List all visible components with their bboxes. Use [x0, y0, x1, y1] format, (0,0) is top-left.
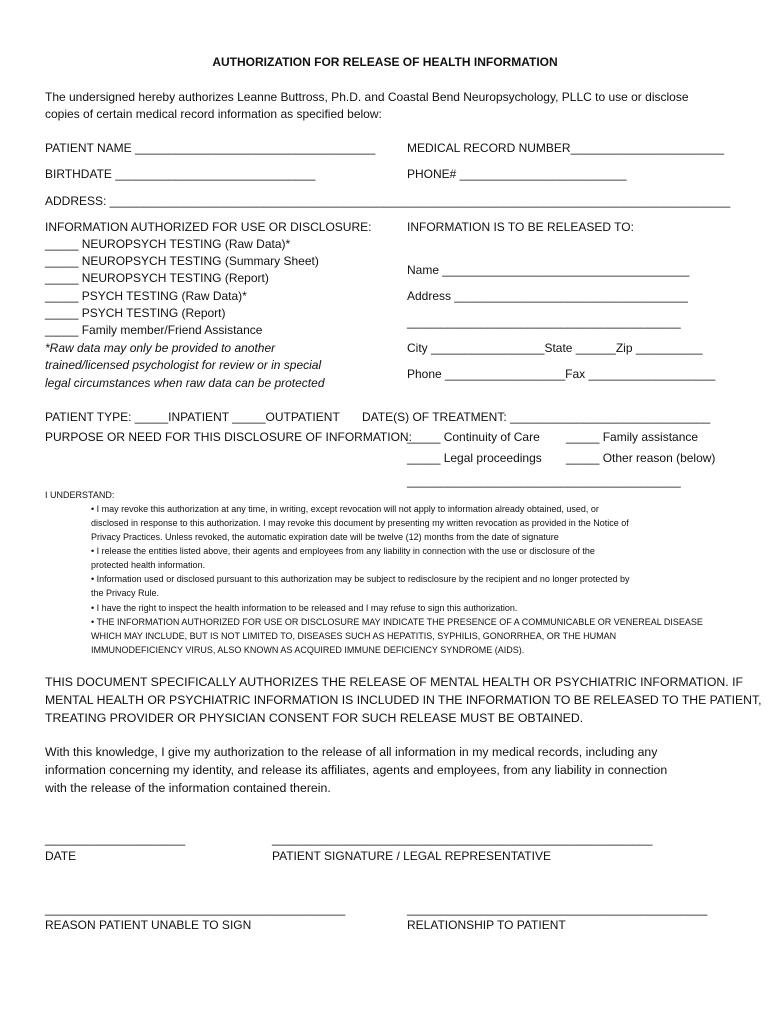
date-signature-line[interactable]: _____________________ [45, 832, 186, 846]
patient-signature-label: PATIENT SIGNATURE / LEGAL REPRESENTATIVE [272, 849, 551, 863]
knowledge-line: With this knowledge, I give my authorization to the release of all information in my medical records, including any [45, 745, 658, 759]
purpose-other-reason[interactable]: _____ Other reason (below) [566, 451, 716, 465]
birthdate-field[interactable]: BIRTHDATE ______________________________ [45, 167, 316, 181]
recipient-city-state-zip[interactable]: City _________________State ______Zip __________ [407, 341, 703, 355]
understand-line: the Privacy Rule. [91, 588, 160, 598]
intro-line-1: The undersigned hereby authorizes Leanne Buttross, Ph.D. and Coastal Bend Neuropsychology, PLLC to use or disclose [45, 90, 689, 104]
recipient-address-field[interactable]: Address ___________________________________ [407, 289, 688, 303]
patient-name-field[interactable]: PATIENT NAME ____________________________________ [45, 141, 376, 155]
recipient-phone-fax[interactable]: Phone __________________Fax ___________________ [407, 367, 716, 381]
relationship-line[interactable]: _____________________________________________ [407, 902, 708, 916]
raw-data-note-2: trained/licensed psychologist for review or in special [45, 358, 322, 372]
raw-data-note-3: legal circumstances when raw data can be protected [45, 376, 325, 390]
knowledge-line: with the release of the information contained therein. [45, 781, 331, 795]
reason-unable-line[interactable]: _____________________________________________ [45, 902, 346, 916]
understand-line: Privacy Practices. Unless revoked, the automatic expiration date will be twelve (12) months from the date of signature [91, 532, 559, 542]
info-item-psych-raw[interactable]: _____ PSYCH TESTING (Raw Data)* [45, 289, 247, 303]
patient-type-field[interactable]: PATIENT TYPE: _____INPATIENT _____OUTPATIENT [45, 410, 340, 424]
info-item-neuro-raw[interactable]: _____ NEUROPSYCH TESTING (Raw Data)* [45, 237, 291, 251]
purpose-heading: PURPOSE OR NEED FOR THIS DISCLOSURE OF INFORMATION: [45, 430, 412, 444]
purpose-other-line[interactable]: _________________________________________ [407, 474, 681, 488]
understand-heading: I UNDERSTAND: [45, 490, 115, 500]
understand-line: • I release the entities listed above, their agents and employees from any liability in connection with the use or disclosure of the [91, 546, 595, 556]
raw-data-note-1: *Raw data may only be provided to another [45, 341, 276, 355]
phone-field[interactable]: PHONE# _________________________ [407, 167, 627, 181]
page-title: AUTHORIZATION FOR RELEASE OF HEALTH INFORMATION [212, 55, 558, 69]
dates-of-treatment-field[interactable]: DATE(S) OF TREATMENT: ______________________________ [362, 410, 711, 424]
understand-line: • Information used or disclosed pursuant to this authorization may be subject to redisclosure by the recipient and no longer protected by [91, 574, 630, 584]
understand-line: IMMUNODEFICIENCY VIRUS, ALSO KNOWN AS ACQUIRED IMMUNE DEFICIENCY SYNDROME (AIDS). [91, 645, 525, 655]
address-field[interactable]: ADDRESS: _____________________________________________________________________________________________ [45, 194, 731, 208]
intro-line-2: copies of certain medical record information as specified below: [45, 107, 382, 121]
info-item-neuro-report[interactable]: _____ NEUROPSYCH TESTING (Report) [45, 271, 269, 285]
mental-health-line: THIS DOCUMENT SPECIFICALLY AUTHORIZES THE RELEASE OF MENTAL HEALTH OR PSYCHIATRIC INFORMATION. IF [45, 675, 744, 689]
understand-line: • THE INFORMATION AUTHORIZED FOR USE OR DISCLOSURE MAY INDICATE THE PRESENCE OF A COMMUNICABLE OR VENEREAL DISEASE [91, 617, 703, 627]
info-item-family-assistance[interactable]: _____ Family member/Friend Assistance [45, 323, 263, 337]
info-item-psych-report[interactable]: _____ PSYCH TESTING (Report) [45, 306, 226, 320]
purpose-legal-proceedings[interactable]: _____ Legal proceedings [407, 451, 542, 465]
medical-record-number-field[interactable]: MEDICAL RECORD NUMBER_______________________ [407, 141, 725, 155]
understand-line: • I have the right to inspect the health information to be released and I may refuse to sign this authorization. [91, 603, 518, 613]
purpose-continuity-of-care[interactable]: _____ Continuity of Care [407, 430, 540, 444]
recipient-name-field[interactable]: Name _____________________________________ [407, 263, 690, 277]
info-item-neuro-summary[interactable]: _____ NEUROPSYCH TESTING (Summary Sheet) [45, 254, 319, 268]
purpose-family-assistance[interactable]: _____ Family assistance [566, 430, 699, 444]
relationship-label: RELATIONSHIP TO PATIENT [407, 918, 566, 932]
understand-line: disclosed in response to this authorization. I may revoke this document by presenting my written revocation as provided in the Notice of [91, 518, 629, 528]
understand-line: WHICH MAY INCLUDE, BUT IS NOT LIMITED TO, DISEASES SUCH AS HEPATITIS, SYPHILIS, GONORRHEA, OR THE HUMAN [91, 631, 617, 641]
date-label: DATE [45, 849, 77, 863]
mental-health-line: MENTAL HEALTH OR PSYCHIATRIC INFORMATION IS INCLUDED IN THE INFORMATION TO BE RELEASED TO THE PATIENT, [45, 693, 762, 707]
released-to-heading: INFORMATION IS TO BE RELEASED TO: [407, 220, 634, 234]
recipient-address-line-2[interactable]: _________________________________________ [407, 315, 681, 329]
understand-line: • I may revoke this authorization at any time, in writing, except revocation will not apply to information already obtained, used, or [91, 504, 599, 514]
reason-unable-label: REASON PATIENT UNABLE TO SIGN [45, 918, 252, 932]
patient-signature-line[interactable]: _________________________________________________________ [272, 832, 653, 846]
knowledge-line: information concerning my identity, and release its affiliates, agents and employees, from any liability in connection [45, 763, 668, 777]
info-authorized-heading: INFORMATION AUTHORIZED FOR USE OR DISCLOSURE: [45, 220, 372, 234]
understand-line: protected health information. [91, 560, 206, 570]
mental-health-line: TREATING PROVIDER OR PHYSICIAN CONSENT FOR SUCH RELEASE MUST BE OBTAINED. [45, 711, 584, 725]
